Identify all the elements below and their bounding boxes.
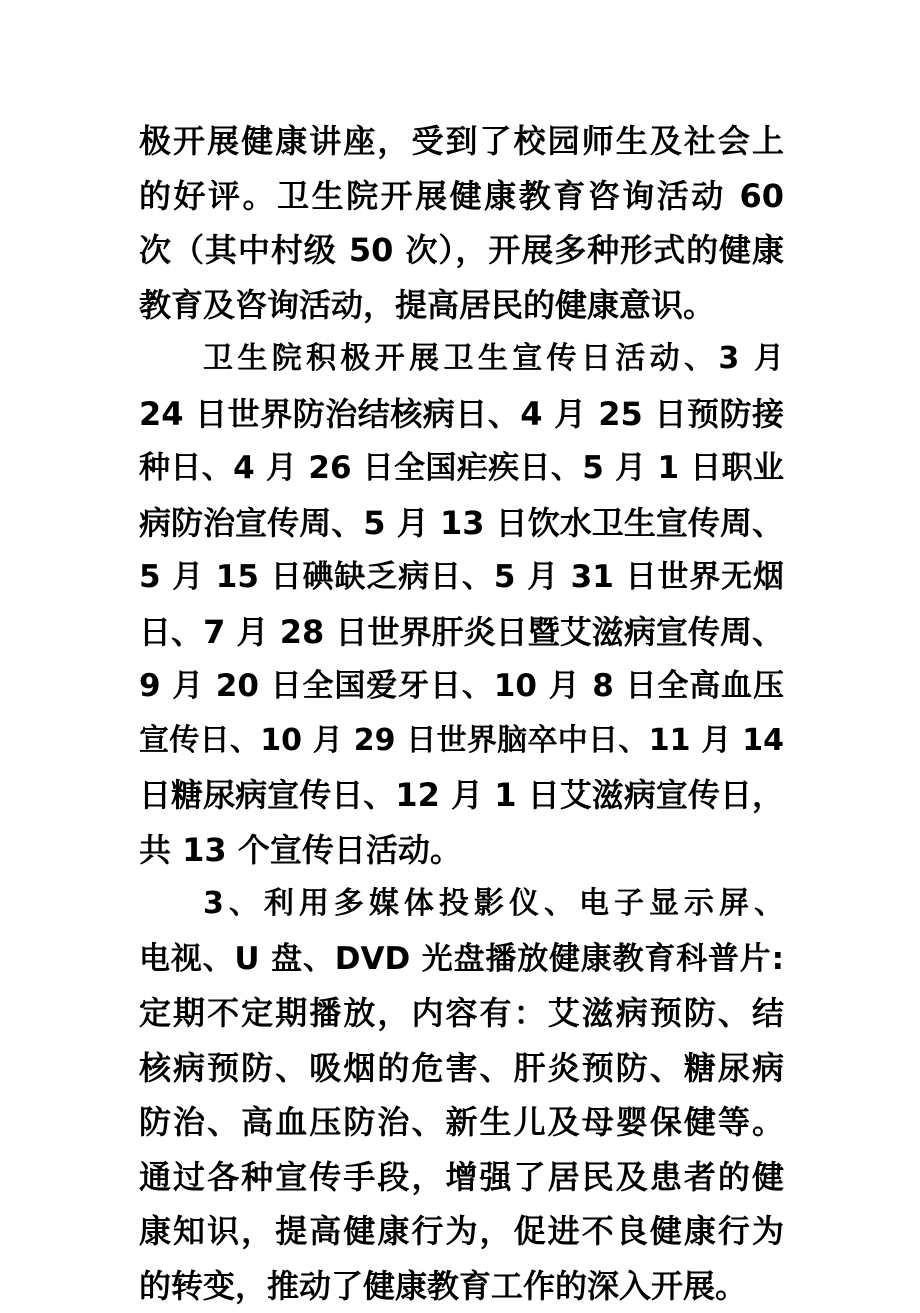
text-line: 病防治宣传周、5 月 13 日饮水卫生宣传周、 xyxy=(139,496,784,551)
text-line: 康知识，提高健康行为，促进不良健康行为 xyxy=(139,1204,784,1259)
document-page xyxy=(139,114,784,1313)
paragraph-3 xyxy=(139,877,784,1313)
paragraph-1 xyxy=(139,114,784,332)
text-line: 卫生院积极开展卫生宣传日活动、3 月 xyxy=(139,332,784,387)
text-line: 日、7 月 28 日世界肝炎日暨艾滋病宣传周、 xyxy=(139,605,784,660)
text-line: 3、利用多媒体投影仪、电子显示屏、 xyxy=(139,877,784,932)
text-line: 宣传日、10 月 29 日世界脑卒中日、11 月 14 xyxy=(139,714,784,769)
text-line: 定期不定期播放，内容有：艾滋病预防、结 xyxy=(139,986,784,1041)
text-line: 次（其中村级 50 次），开展多种形式的健康 xyxy=(139,223,784,278)
text-line: 5 月 15 日碘缺乏病日、5 月 31 日世界无烟 xyxy=(139,550,784,605)
text-line: 极开展健康讲座，受到了校园师生及社会上 xyxy=(139,114,784,169)
paragraph-2 xyxy=(139,332,784,877)
text-line: 电视、U 盘、DVD 光盘播放健康教育科普片: xyxy=(139,932,784,987)
text-line: 防治、高血压防治、新生儿及母婴保健等。 xyxy=(139,1095,784,1150)
text-line: 核病预防、吸烟的危害、肝炎预防、糖尿病 xyxy=(139,1041,784,1096)
text-line: 日糖尿病宣传日、12 月 1 日艾滋病宣传日， xyxy=(139,768,784,823)
text-line: 的转变，推动了健康教育工作的深入开展。 xyxy=(139,1259,784,1313)
text-line: 共 13 个宣传日活动。 xyxy=(139,823,784,878)
text-line: 9 月 20 日全国爱牙日、10 月 8 日全高血压 xyxy=(139,659,784,714)
text-line: 种日、4 月 26 日全国疟疾日、5 月 1 日职业 xyxy=(139,441,784,496)
text-line: 的好评。卫生院开展健康教育咨询活动 60 xyxy=(139,169,784,224)
text-line: 通过各种宣传手段，增强了居民及患者的健 xyxy=(139,1150,784,1205)
text-line: 24 日世界防治结核病日、4 月 25 日预防接 xyxy=(139,387,784,442)
text-line: 教育及咨询活动，提高居民的健康意识。 xyxy=(139,278,784,333)
